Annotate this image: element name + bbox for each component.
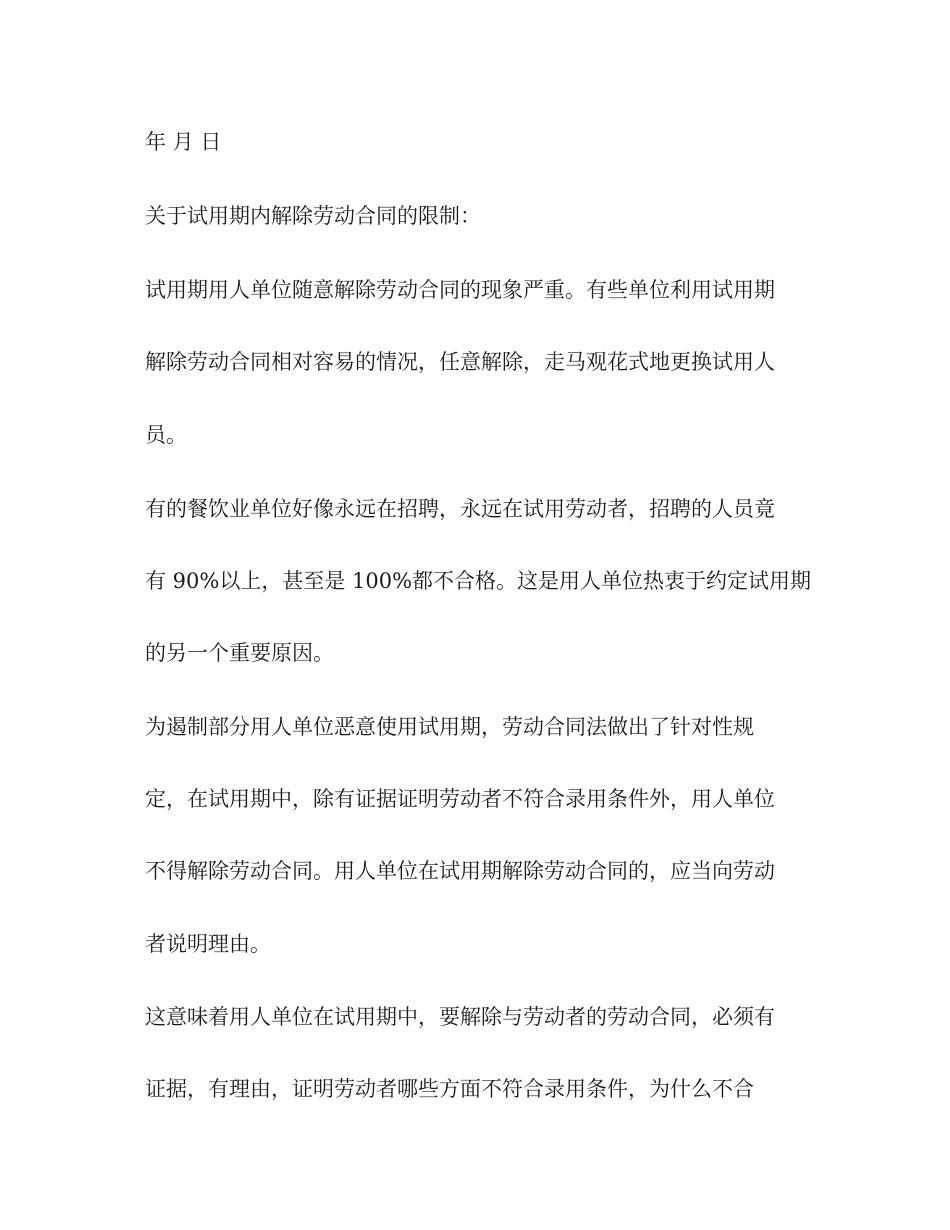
paragraph-line: 为遏制部分用人单位恶意使用试用期，劳动合同法做出了针对性规	[145, 715, 754, 739]
paragraph-line: 员。	[145, 423, 187, 447]
paragraph-line: 定，在试用期中，除有证据证明劳动者不符合录用条件外，用人单位	[145, 787, 775, 811]
paragraph-line: 的另一个重要原因。	[145, 641, 334, 665]
paragraph-line: 不得解除劳动合同。用人单位在试用期解除劳动合同的，应当向劳动	[145, 859, 775, 883]
paragraph-line: 有的餐饮业单位好像永远在招聘，永远在试用劳动者，招聘的人员竟	[145, 497, 775, 521]
paragraph-line: 者说明理由。	[145, 932, 271, 956]
paragraph-line: 有 90%以上，甚至是 100%都不合格。这是用人单位热衷于约定试用期	[145, 569, 812, 593]
paragraph-line: 解除劳动合同相对容易的情况，任意解除，走马观花式地更换试用人	[145, 350, 775, 374]
paragraph-line: 这意味着用人单位在试用期中，要解除与劳动者的劳动合同，必须有	[145, 1005, 775, 1029]
paragraph-line: 证据，有理由，证明劳动者哪些方面不符合录用条件，为什么不合	[145, 1077, 754, 1101]
paragraph-line: 试用期用人单位随意解除劳动合同的现象严重。有些单位利用试用期	[145, 278, 775, 302]
date-line: 年 月 日	[145, 130, 222, 154]
section-heading: 关于试用期内解除劳动合同的限制：	[145, 204, 481, 228]
